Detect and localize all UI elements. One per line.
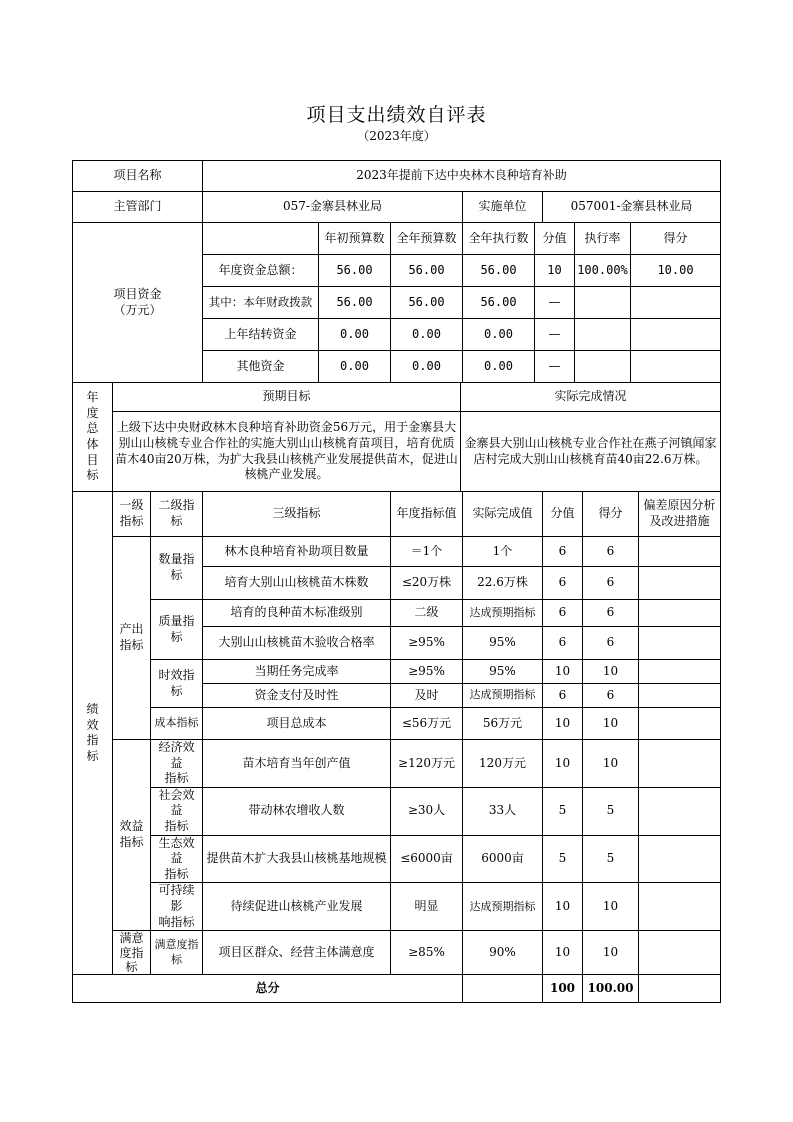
indicator-deviation xyxy=(639,627,721,660)
indicator-target: ≥95% xyxy=(391,660,463,684)
header-target: 年度指标值 xyxy=(391,492,463,537)
header-score-value: 分值 xyxy=(543,492,583,537)
goals-label: 年 度 总 体 目 标 xyxy=(73,383,113,492)
total-deviation xyxy=(639,975,721,1003)
goals-actual-text: 金寨县大别山山核桃专业合作社在燕子河镇闻家店村完成大别山山核桃育苗40亩22.6万株。 xyxy=(461,412,721,492)
header-actual: 实际完成值 xyxy=(463,492,543,537)
indicator-actual: 达成预期指标 xyxy=(463,600,543,627)
indicator-deviation xyxy=(639,883,721,931)
indicator-deviation xyxy=(639,660,721,684)
indicator-name: 大别山山核桃苗木验收合格率 xyxy=(203,627,391,660)
funds-other-score-value: — xyxy=(535,351,575,383)
funds-header-annual: 全年预算数 xyxy=(391,223,463,255)
indicator-actual: 120万元 xyxy=(463,740,543,788)
indicator-name: 培育的良种苗木标准级别 xyxy=(203,600,391,627)
funds-fiscal-score-value: — xyxy=(535,287,575,319)
project-name-value: 2023年提前下达中央林木良种培育补助 xyxy=(203,161,721,192)
funds-header-rate: 执行率 xyxy=(575,223,631,255)
indicator-name: 当期任务完成率 xyxy=(203,660,391,684)
header-deviation: 偏差原因分析 及改进措施 xyxy=(639,492,721,537)
indicator-score-value: 6 xyxy=(543,567,583,600)
indicator-score: 10 xyxy=(583,708,639,740)
department-label: 主管部门 xyxy=(73,192,203,223)
indicator-deviation xyxy=(639,567,721,600)
total-actual-blank xyxy=(463,975,543,1003)
indicator-deviation xyxy=(639,537,721,567)
funds-fiscal-annual: 56.00 xyxy=(391,287,463,319)
implementing-unit-value: 057001-金寨县林业局 xyxy=(543,192,721,223)
funds-total-initial: 56.00 xyxy=(319,255,391,287)
funds-other-label: 其他资金 xyxy=(203,351,319,383)
indicator-score-value: 10 xyxy=(543,660,583,684)
indicator-actual: 95% xyxy=(463,627,543,660)
indicator-target: ≥95% xyxy=(391,627,463,660)
funds-header-initial: 年初预算数 xyxy=(319,223,391,255)
indicator-name: 项目总成本 xyxy=(203,708,391,740)
funds-other-annual: 0.00 xyxy=(391,351,463,383)
funds-other-rate xyxy=(575,351,631,383)
goals-expected-text: 上级下达中央财政林木良种培育补助资金56万元，用于金寨县大别山山核桃专业合作社的实施大别山山核桃育苗项目，培育优质苗木40亩20万株，为扩大我县山核桃产业发展提供苗木，促进山核桃产业发展。 xyxy=(113,412,461,492)
indicator-score: 6 xyxy=(583,567,639,600)
funds-fiscal-executed: 56.00 xyxy=(463,287,535,319)
indicator-score-value: 10 xyxy=(543,708,583,740)
header-level3: 三级指标 xyxy=(203,492,391,537)
funds-total-score-value: 10 xyxy=(535,255,575,287)
indicator-actual: 22.6万株 xyxy=(463,567,543,600)
quantity-indicators-label: 数量指 标 xyxy=(151,537,203,600)
indicator-actual: 56万元 xyxy=(463,708,543,740)
funds-total-annual: 56.00 xyxy=(391,255,463,287)
indicator-deviation xyxy=(639,931,721,975)
funds-other-executed: 0.00 xyxy=(463,351,535,383)
funds-carryover-annual: 0.00 xyxy=(391,319,463,351)
funds-carryover-score-value: — xyxy=(535,319,575,351)
indicator-name: 资金支付及时性 xyxy=(203,684,391,708)
header-score: 得分 xyxy=(583,492,639,537)
indicator-target: 及时 xyxy=(391,684,463,708)
funds-carryover-executed: 0.00 xyxy=(463,319,535,351)
indicator-score: 10 xyxy=(583,740,639,788)
satisfaction-group-label: 满意度指 标 xyxy=(151,931,203,975)
indicator-target: ≤6000亩 xyxy=(391,835,463,883)
indicators-label: 绩 效 指 标 xyxy=(73,492,113,975)
indicator-name: 项目区群众、经营主体满意度 xyxy=(203,931,391,975)
indicator-target: 二级 xyxy=(391,600,463,627)
indicator-target: ≤20万株 xyxy=(391,567,463,600)
funds-total-executed: 56.00 xyxy=(463,255,535,287)
report-year: （2023年度） xyxy=(357,129,436,143)
quality-indicators-label: 质量指 标 xyxy=(151,600,203,660)
funds-label: 项目资金 （万元） xyxy=(73,223,203,383)
funds-fiscal-score xyxy=(631,287,721,319)
indicator-actual: 33人 xyxy=(463,787,543,835)
indicator-score-value: 5 xyxy=(543,835,583,883)
performance-self-evaluation-table xyxy=(72,160,721,223)
indicator-score-value: 6 xyxy=(543,684,583,708)
indicator-score: 10 xyxy=(583,883,639,931)
implementing-unit-label: 实施单位 xyxy=(463,192,543,223)
total-label: 总分 xyxy=(73,975,463,1003)
indicator-target: ≥30人 xyxy=(391,787,463,835)
indicator-target: ≤56万元 xyxy=(391,708,463,740)
goals-table xyxy=(72,382,721,492)
header-level1: 一级 指标 xyxy=(113,492,151,537)
indicator-name: 提供苗木扩大我县山核桃基地规模 xyxy=(203,835,391,883)
indicator-deviation xyxy=(639,740,721,788)
department-value: 057-金寨县林业局 xyxy=(203,192,463,223)
indicator-actual: 6000亩 xyxy=(463,835,543,883)
indicator-score-value: 6 xyxy=(543,627,583,660)
header-level2: 二级指标 xyxy=(151,492,203,537)
benefit-indicators-label: 效益 指标 xyxy=(113,740,151,931)
indicator-score-value: 10 xyxy=(543,740,583,788)
indicator-name: 待续促进山核桃产业发展 xyxy=(203,883,391,931)
indicator-score-value: 10 xyxy=(543,931,583,975)
ecological-benefit-label: 生态效益 指标 xyxy=(151,835,203,883)
indicator-deviation xyxy=(639,787,721,835)
funds-fiscal-label: 其中：本年财政拨款 xyxy=(203,287,319,319)
social-benefit-label: 社会效益 指标 xyxy=(151,787,203,835)
goals-expected-header: 预期目标 xyxy=(113,383,461,412)
funds-total-label: 年度资金总额： xyxy=(203,255,319,287)
indicator-deviation xyxy=(639,835,721,883)
funds-header-score-value: 分值 xyxy=(535,223,575,255)
indicator-score-value: 6 xyxy=(543,600,583,627)
satisfaction-indicators-label: 满意 度指 标 xyxy=(113,931,151,975)
indicator-target: ≥120万元 xyxy=(391,740,463,788)
indicator-score-value: 6 xyxy=(543,537,583,567)
funds-carryover-rate xyxy=(575,319,631,351)
indicator-actual: 达成预期指标 xyxy=(463,883,543,931)
goals-actual-header: 实际完成情况 xyxy=(461,383,721,412)
indicator-score-value: 5 xyxy=(543,787,583,835)
indicator-target: ＝1个 xyxy=(391,537,463,567)
indicator-actual: 95% xyxy=(463,660,543,684)
economic-benefit-label: 经济效益 指标 xyxy=(151,740,203,788)
indicator-name: 培育大别山山核桃苗木株数 xyxy=(203,567,391,600)
indicator-name: 带动林农增收人数 xyxy=(203,787,391,835)
funds-fiscal-rate xyxy=(575,287,631,319)
funds-table xyxy=(72,222,721,383)
indicator-score-value: 10 xyxy=(543,883,583,931)
output-indicators-label: 产出 指标 xyxy=(113,537,151,740)
total-score: 100.00 xyxy=(583,975,639,1003)
indicator-actual: 达成预期指标 xyxy=(463,684,543,708)
funds-carryover-score xyxy=(631,319,721,351)
funds-header-executed: 全年执行数 xyxy=(463,223,535,255)
indicator-actual: 90% xyxy=(463,931,543,975)
funds-total-score: 10.00 xyxy=(631,255,721,287)
indicator-score: 6 xyxy=(583,600,639,627)
indicators-table xyxy=(72,491,721,1003)
indicator-score: 10 xyxy=(583,931,639,975)
indicator-name: 林木良种培育补助项目数量 xyxy=(203,537,391,567)
funds-other-initial: 0.00 xyxy=(319,351,391,383)
indicator-target: 明显 xyxy=(391,883,463,931)
funds-carryover-label: 上年结转资金 xyxy=(203,319,319,351)
indicator-score: 6 xyxy=(583,684,639,708)
indicator-actual: 1个 xyxy=(463,537,543,567)
funds-total-rate: 100.00% xyxy=(575,255,631,287)
cost-indicators-label: 成本指标 xyxy=(151,708,203,740)
total-score-value: 100 xyxy=(543,975,583,1003)
indicator-score: 10 xyxy=(583,660,639,684)
funds-fiscal-initial: 56.00 xyxy=(319,287,391,319)
sustainable-impact-label: 可持续影 响指标 xyxy=(151,883,203,931)
indicator-score: 6 xyxy=(583,627,639,660)
indicator-deviation xyxy=(639,708,721,740)
funds-carryover-initial: 0.00 xyxy=(319,319,391,351)
indicator-score: 5 xyxy=(583,835,639,883)
timeliness-indicators-label: 时效指 标 xyxy=(151,660,203,708)
funds-header-score: 得分 xyxy=(631,223,721,255)
page-title: 项目支出绩效自评表 xyxy=(306,104,487,126)
project-name-label: 项目名称 xyxy=(73,161,203,192)
indicator-target: ≥85% xyxy=(391,931,463,975)
indicator-deviation xyxy=(639,684,721,708)
funds-other-score xyxy=(631,351,721,383)
indicator-score: 6 xyxy=(583,537,639,567)
indicator-deviation xyxy=(639,600,721,627)
indicator-score: 5 xyxy=(583,787,639,835)
funds-header-blank xyxy=(203,223,319,255)
indicator-name: 苗木培育当年创产值 xyxy=(203,740,391,788)
